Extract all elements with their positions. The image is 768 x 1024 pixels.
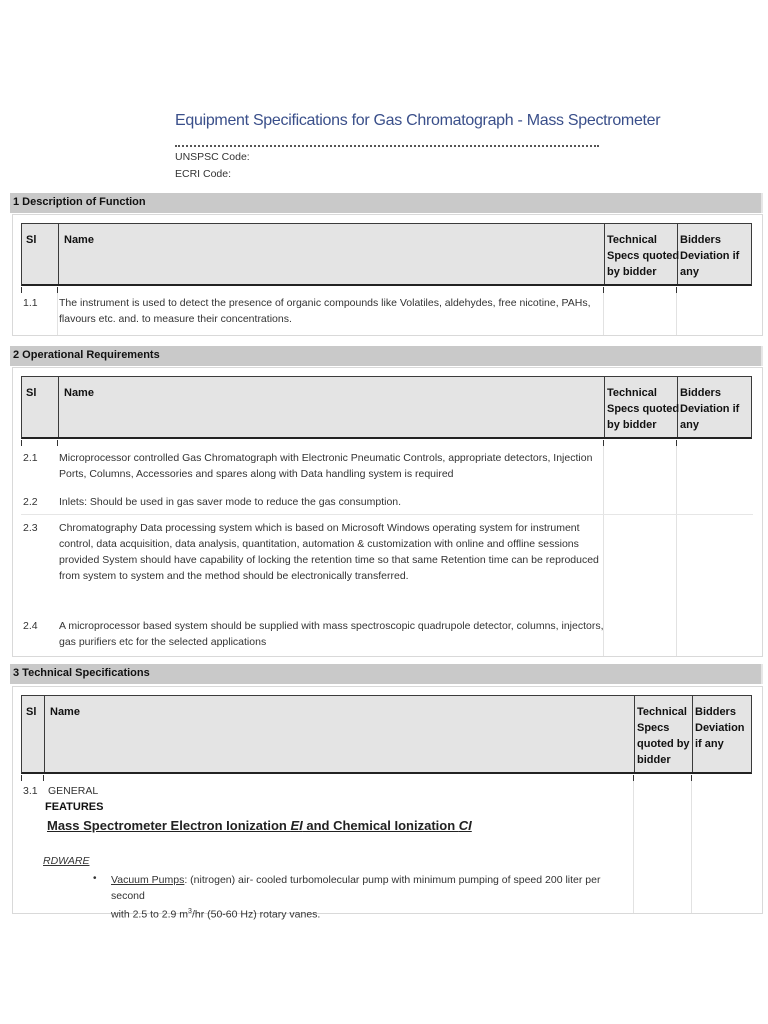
row-text: Inlets: Should be used in gas saver mode to reduce the gas consumption. (59, 496, 402, 508)
section-header-description (10, 193, 763, 213)
row-number: 3.1 (23, 785, 38, 797)
vacuum-pumps-item: Vacuum Pumps: (nitrogen) air- cooled turbomolecular pump with minimum pumping of speed 200 liter per second with 2.5 to 2.9 $m^3/hr$ (50-60 Hz) rotary vanes. (111, 874, 601, 921)
header-technical-specs: Technical Specs quoted by bidder (637, 706, 690, 766)
table-header (21, 223, 752, 286)
vacuum-pumps-label: Vacuum Pumps (111, 874, 185, 886)
row-text: A microprocessor based system should be supplied with mass spectroscopic quadrupole detector, columns, injectors, gas purifiers etc for the selected applications (59, 620, 604, 648)
header-bidders-deviation: Bidders Deviation if any (695, 706, 745, 750)
row-number: 1.1 (23, 297, 38, 309)
technical-table (12, 686, 763, 921)
hardware-subheading: RDWARE (43, 855, 90, 867)
section-header-technical (10, 664, 763, 684)
unspsc-code-label: UNSPSC Code: (175, 151, 250, 163)
header-sl: Sl (26, 234, 37, 246)
row-number: 2.3 (23, 522, 38, 534)
operational-table (12, 367, 763, 657)
section-title: 1 Description of Function (13, 196, 146, 208)
mass-spectrometer-heading: Mass Spectrometer Electron Ionization EI and Chemical Ionization CI (47, 818, 472, 833)
table-header (21, 376, 752, 439)
header-bidders-deviation: Bidders Deviation if any (680, 387, 740, 431)
ecri-code-label: ECRI Code: (175, 168, 232, 180)
description-table (12, 214, 763, 336)
features-heading: FEATURES (45, 801, 104, 813)
row-text: Microprocessor controlled Gas Chromatograph with Electronic Pneumatic Controls, appropriate detectors, Injection Ports, Columns, Accessories and spares along with Data handling system is required (59, 452, 593, 480)
header-sl: Sl (26, 387, 37, 399)
header-technical-specs: Technical Specs quoted by bidder (607, 234, 680, 278)
table-header (21, 695, 752, 774)
section-title: 3 Technical Specifications (13, 667, 150, 679)
row-number: 2.1 (23, 452, 38, 464)
header-sl: Sl (26, 706, 37, 718)
header-name: Name (64, 387, 94, 399)
bullet-icon: • (93, 873, 97, 884)
row-number: 2.4 (23, 620, 38, 632)
row-text: Chromatography Data processing system which is based on Microsoft Windows operating system for instrument control, data acquisition, data analysis, quantitation, automation & customization with online and offline sessions provided System should have capability of locking the retention time so that same Retention time can be reproduced from system to system and the method should be electronically transferred. (59, 522, 599, 582)
header-name: Name (64, 234, 94, 246)
header-name: Name (50, 706, 80, 718)
header-bidders-deviation: Bidders Deviation if any (680, 234, 740, 278)
section-header-operational (10, 346, 763, 366)
row-number: 2.2 (23, 496, 38, 508)
general-label: GENERAL (48, 785, 99, 797)
document-title: Equipment Specifications for Gas Chromatograph - Mass Spectrometer (175, 112, 661, 129)
section-title: 2 Operational Requirements (13, 349, 160, 361)
title-divider (175, 145, 599, 147)
row-text: The instrument is used to detect the presence of organic compounds like Volatiles, aldehydes, free nicotine, PAHs, flavours etc. and. to measure their concentrations. (59, 297, 591, 325)
header-technical-specs: Technical Specs quoted by bidder (607, 387, 680, 431)
